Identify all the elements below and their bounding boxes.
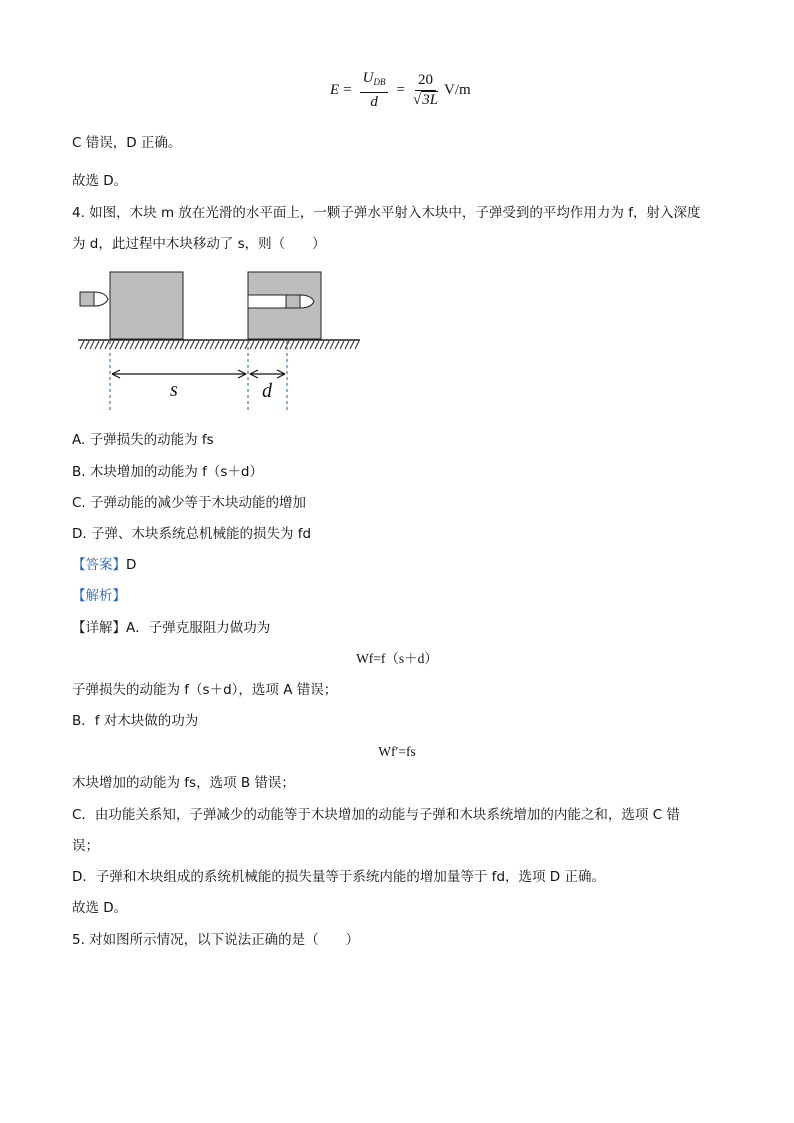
formula-equals-2: =	[396, 82, 405, 98]
ground-hatch-mark	[150, 341, 154, 349]
ground-hatch-mark	[225, 341, 229, 349]
detail-tag: 【详解】	[72, 620, 126, 636]
arrow-s	[112, 370, 246, 378]
ground-hatch-mark	[100, 341, 104, 349]
ground-hatch-mark	[310, 341, 314, 349]
option-c: C. 子弹动能的减少等于木块动能的增加	[72, 495, 307, 511]
ground-hatch-mark	[350, 341, 354, 349]
ground-hatch-mark	[185, 341, 189, 349]
ground-hatch-mark	[355, 341, 359, 349]
ground-hatch-mark	[215, 341, 219, 349]
ground-hatch-mark	[230, 341, 234, 349]
ground-hatch-mark	[160, 341, 164, 349]
formula-lhs: E	[330, 82, 340, 98]
ground-hatch-mark	[120, 341, 124, 349]
answer-tag: 【答案】	[72, 557, 126, 573]
ground-hatch-mark	[265, 341, 269, 349]
ground-hatch-mark	[140, 341, 144, 349]
ground-hatch-mark	[275, 341, 279, 349]
analysis-line	[72, 586, 126, 606]
text-choose-d-1: 故选 D。	[72, 173, 128, 189]
ground-hatch-mark	[190, 341, 194, 349]
ground-hatch-mark	[195, 341, 199, 349]
ground-hatch-mark	[210, 341, 214, 349]
equation-wf: Wf=f（s＋d）	[356, 651, 438, 666]
question-4-line-1: 4. 如图，木块 m 放在光滑的水平面上，一颗子弹水平射入木块中，子弹受到的平均作用力为 f，射入深度	[72, 205, 701, 221]
bullet-hole	[248, 295, 288, 308]
ground-hatch-mark	[250, 341, 254, 349]
text-line-d: D．子弹和木块组成的系统机械能的损失量等于系统内能的增加量等于 fd，选项 D 正确。	[72, 869, 605, 885]
text-line-c-2: 误；	[72, 838, 99, 854]
ground-hatch-mark	[200, 341, 204, 349]
ground-hatch-mark	[280, 341, 284, 349]
ground-hatch-mark	[345, 341, 349, 349]
text-c-wrong: C 错误，D 正确。	[72, 135, 182, 151]
option-d: D. 子弹、木块系统总机械能的损失为 fd	[72, 526, 312, 542]
ground-hatch-mark	[270, 341, 274, 349]
ground-hatch-mark	[95, 341, 99, 349]
question-5: 5. 对如图所示情况，以下说法正确的是（ ）	[72, 932, 360, 948]
detail-line	[72, 618, 270, 638]
formula-equals: =	[343, 82, 352, 98]
option-b: B. 木块增加的动能为 f（s＋d）	[72, 464, 263, 480]
ground-hatch-mark	[105, 341, 109, 349]
ground-hatch-mark	[145, 341, 149, 349]
ground-hatch-mark	[85, 341, 89, 349]
label-d: d	[262, 380, 272, 402]
ground-hatch-mark	[235, 341, 239, 349]
ground-hatch-mark	[255, 341, 259, 349]
text-line-a: 子弹损失的动能为 f（s＋d），选项 A 错误；	[72, 682, 338, 698]
analysis-tag: 【解析】	[72, 588, 126, 604]
ground-hatch-mark	[205, 341, 209, 349]
text-line-b: 木块增加的动能为 fs，选项 B 错误；	[72, 775, 295, 791]
ground-hatch-mark	[330, 341, 334, 349]
arrow-d	[250, 370, 285, 378]
ground-hatch-mark	[305, 341, 309, 349]
label-s: s	[170, 379, 178, 401]
formula-unit: V/m	[444, 82, 471, 98]
ground-hatch-mark	[315, 341, 319, 349]
ground-hatch-mark	[290, 341, 294, 349]
ground-hatch-mark	[220, 341, 224, 349]
ground-hatch-mark	[80, 341, 84, 349]
bullet-embedded-icon	[286, 295, 314, 308]
ground-hatch-mark	[300, 341, 304, 349]
ground-hatch-mark	[175, 341, 179, 349]
ground-hatch-mark	[130, 341, 134, 349]
ground-hatch-mark	[165, 341, 169, 349]
equation-wf-prime: Wf′=fs	[378, 744, 416, 759]
ground-hatch-mark	[240, 341, 244, 349]
text-line-b-head: B．f 对木块做的功为	[72, 713, 199, 729]
ground-hatch-mark	[155, 341, 159, 349]
option-a: A. 子弹损失的动能为 fs	[72, 432, 214, 448]
answer-value: D	[126, 557, 137, 573]
sqrt-sign: √	[412, 92, 422, 108]
ground-hatch-mark	[125, 341, 129, 349]
ground-hatch-mark	[170, 341, 174, 349]
ground-hatch-mark	[325, 341, 329, 349]
text-line-c-1: C．由功能关系知，子弹减少的动能等于木块增加的动能与子弹和木块系统增加的内能之和，选项 C 错	[72, 807, 680, 823]
fraction-num-sub: DB	[373, 77, 386, 87]
fraction-20-sqrt3l	[413, 72, 438, 109]
detail-text: A．子弹克服阻力做功为	[126, 620, 271, 636]
sqrt-radicand: 3L	[422, 92, 439, 108]
block-initial	[110, 272, 183, 339]
fraction-num-20: 20	[415, 72, 436, 91]
fraction-num-u: U	[362, 70, 374, 86]
bullet-before-icon	[80, 292, 108, 306]
text-choose-d-2: 故选 D。	[72, 900, 128, 916]
ground-hatch-mark	[340, 341, 344, 349]
ground-hatch-mark	[135, 341, 139, 349]
ground-hatch-mark	[295, 341, 299, 349]
ground-hatch-mark	[320, 341, 324, 349]
fraction-den-d: d	[370, 94, 378, 110]
fraction-udb-d	[360, 70, 389, 111]
ground-hatch-mark	[115, 341, 119, 349]
bullet-block-figure	[72, 265, 372, 415]
ground-surface	[78, 340, 360, 349]
question-4-line-2: 为 d，此过程中木块移动了 s，则（ ）	[72, 236, 326, 252]
ground-hatch-mark	[90, 341, 94, 349]
formula-e-field	[330, 70, 471, 111]
ground-hatch-mark	[335, 341, 339, 349]
ground-hatch-mark	[180, 341, 184, 349]
ground-hatch-mark	[260, 341, 264, 349]
answer-line	[72, 555, 136, 575]
